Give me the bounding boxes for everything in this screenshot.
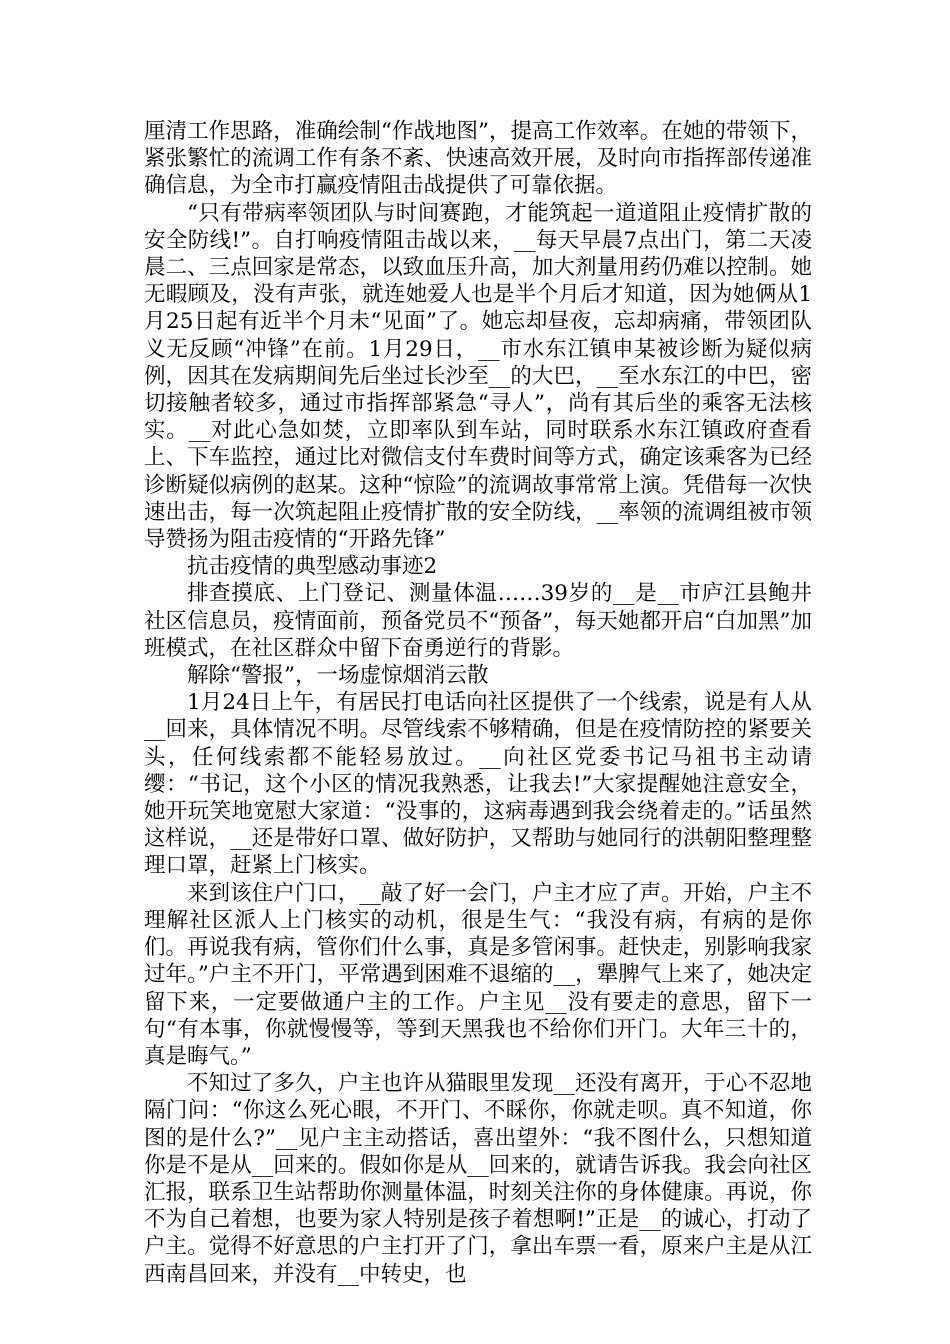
paragraph-2: “只有带病率领团队与时间赛跑，才能筑起一道道阻止疫情扩散的安全防线!”。自打响疫情阻击战以来，__每天早晨7点出门，第二天凌晨二、三点回家是常态，以致血压升高，加大剂量用药仍难以控制。她无暇顾及，没有声张，就连她爱人也是半个月后才知道，因为她俩从1月25日起有近半个月未“见面”了。她忘却昼夜，忘却病痛，带领团队义无反顾“冲锋”在前。1月29日，__市水东江镇申某被诊断为疑似病例，因其在发病期间先后坐过长沙至__的大巴，__至水东江的中巴，密切接触者较多，通过市指挥部紧急“寻人”，尚有其后坐的乘客无法核实。__对此心急如焚，立即率队到车站，同时联系水东江镇政府查看上、下车监控，通过比对微信支付车费时间等方式，确定该乘客为已经诊断疑似病例的赵某。这种“惊险”的流调故事常常上演。凭借每一次快速出击，每一次筑起阻止疫情扩散的安全防线，__率领的流调组被市领导赞扬为阻击疫情的“开路先锋” [144, 200, 812, 553]
paragraph-3: 排查摸底、上门登记、测量体温……39岁的__是__市庐江县鲍井社区信息员，疫情面前，预备党员不“预备”，每天她都开启“白加黑”加班模式，在社区群众中留下奋勇逆行的背影。 [144, 581, 812, 661]
section-subheading-alarm: 解除“警报”，一场虚惊烟消云散 [187, 663, 489, 689]
paragraph-4: 1月24日上午，有居民打电话向社区提供了一个线索，说是有人从__回来，具体情况不明。尽管线索不够精确，但是在疫情防控的紧要关头，任何线索都不能轻易放过。__向社区党委书记马祖书主动请缨：“书记，这个小区的情况我熟悉，让我去!”大家提醒她注意安全，她开玩笑地宽慰大家道：“没事的，这病毒遇到我会绕着走的。”话虽然这样说，__还是带好口罩、做好防护，又帮助与她同行的洪朝阳整理整理口罩，赶紧上门核实。 [144, 690, 812, 879]
document-page [144, 118, 812, 1288]
paragraph-6: 不知过了多久，户主也许从猫眼里发现__还没有离开，于心不忍地隔门问：“你这么死心眼，不开门、不睬你，你就走呗。真不知道，你图的是什么?”__见户主主动搭话，喜出望外：“我不图什么，只想知道你是不是从__回来的。假如你是从__回来的，就请告诉我。我会向社区汇报，联系卫生站帮助你测量体温，时刻关注你的身体健康。再说，你不为自己着想，也要为家人特别是孩子着想啊!”正是__的诚心，打动了户主。觉得不好意思的户主打开了门，拿出车票一看，原来户主是从江西南昌回来，并没有__中转史，也 [144, 1071, 812, 1287]
section-heading-story-2: 抗击疫情的典型感动事迹2 [187, 554, 438, 580]
paragraph-5: 来到该住户门口，__敲了好一会门，户主才应了声。开始，户主不理解社区派人上门核实的动机，很是生气：“我没有病，有病的是你们。再说我有病，管你们什么事，真是多管闲事。赶快走，别影响我家过年。”户主不开门，平常遇到困难不退缩的__，犟脾气上来了，她决定留下来，一定要做通户主的工作。户主见__没有要走的意思，留下一句“有本事，你就慢慢等，等到天黑我也不给你们开门。大年三十的，真是晦气。” [144, 880, 812, 1069]
paragraph-1: 厘清工作思路，准确绘制“作战地图”，提高工作效率。在她的带领下，紧张繁忙的流调工作有条不紊、快速高效开展，及时向市指挥部传递准确信息，为全市打赢疫情阻击战提供了可靠依据。 [144, 119, 812, 199]
